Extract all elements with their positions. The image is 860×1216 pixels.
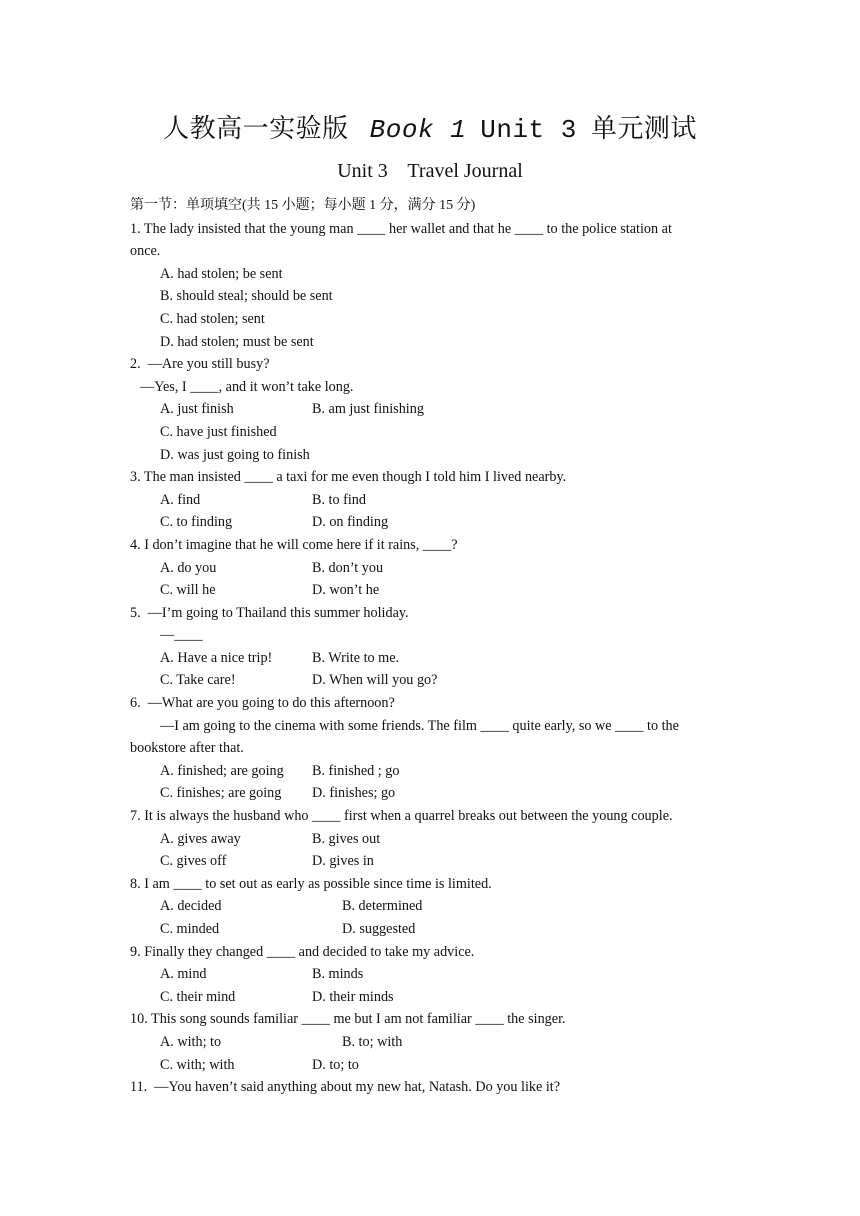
option-a: A. gives away bbox=[160, 830, 241, 847]
option-d: D. suggested bbox=[342, 921, 416, 937]
document-subtitle: Unit 3 Travel Journal bbox=[337, 160, 523, 182]
option-b: B. finished ; go bbox=[312, 762, 400, 779]
option-b: B. gives out bbox=[312, 830, 381, 847]
option-a: A. Have a nice trip! bbox=[160, 649, 273, 666]
question-stem: 5. —I’m going to Thailand this summer holiday. bbox=[130, 604, 409, 621]
option-row bbox=[130, 963, 733, 986]
option-d: D. had stolen; must be sent bbox=[160, 333, 314, 350]
document-body bbox=[130, 195, 733, 1099]
option-row bbox=[130, 918, 733, 941]
question-10 bbox=[130, 1008, 733, 1076]
option-d: D. to; to bbox=[312, 1056, 359, 1073]
option-c: C. with; with bbox=[160, 1056, 235, 1073]
option-d: D. on finding bbox=[312, 514, 389, 531]
question-5 bbox=[130, 602, 733, 692]
option-b: B. to; with bbox=[342, 1033, 403, 1050]
question-stem-continued: once. bbox=[130, 243, 161, 260]
option-d: D. was just going to finish bbox=[160, 446, 310, 463]
option-a: A. decided bbox=[160, 898, 222, 915]
option-row bbox=[130, 647, 733, 670]
title-unit: Unit 3 bbox=[480, 115, 577, 145]
option-c: C. minded bbox=[160, 921, 220, 937]
question-stem: 3. The man insisted ____ a taxi for me even though I told him I lived nearby. bbox=[130, 469, 567, 486]
option-b: B. Write to me. bbox=[312, 649, 400, 666]
option-a: A. just finish bbox=[160, 401, 234, 418]
option-row bbox=[130, 850, 733, 873]
option-row bbox=[130, 557, 733, 580]
option-c: C. Take care! bbox=[160, 672, 236, 689]
option-row bbox=[130, 782, 733, 805]
question-stem: 10. This song sounds familiar ____ me but I am not familiar ____ the singer. bbox=[130, 1011, 566, 1028]
option-row bbox=[130, 669, 733, 692]
question-stem: 8. I am ____ to set out as early as possible since time is limited. bbox=[130, 875, 492, 892]
question-1 bbox=[130, 218, 733, 354]
title-chinese-prefix: 人教高一实验版 bbox=[163, 114, 349, 144]
document-title bbox=[0, 108, 860, 145]
option-c: C. have just finished bbox=[160, 423, 277, 440]
section-title: 第一节：单项填空(共 15 小题；每小题 1 分，满分 15 分) bbox=[130, 198, 476, 213]
option-a: A. do you bbox=[160, 559, 217, 576]
option-b: B. don’t you bbox=[312, 559, 384, 576]
question-stem: 11. —You haven’t said anything about my new hat, Natash. Do you like it? bbox=[130, 1079, 561, 1096]
option-row bbox=[130, 511, 733, 534]
option-c: C. gives off bbox=[160, 853, 227, 870]
option-c: C. finishes; are going bbox=[160, 785, 282, 802]
option-a: A. find bbox=[160, 491, 201, 508]
question-stem: 7. It is always the husband who ____ first when a quarrel breaks out between the young couple. bbox=[130, 808, 673, 825]
option-row bbox=[130, 986, 733, 1009]
question-stem: 9. Finally they changed ____ and decided to take my advice. bbox=[130, 943, 475, 960]
option-row bbox=[130, 895, 733, 918]
option-b: B. am just finishing bbox=[312, 401, 424, 418]
option-b: B. determined bbox=[342, 898, 423, 915]
question-stem: 6. —What are you going to do this afternoon? bbox=[130, 695, 395, 712]
question-9 bbox=[130, 941, 733, 1009]
option-d: D. their minds bbox=[312, 988, 394, 1005]
option-d: D. When will you go? bbox=[312, 672, 438, 689]
option-c: C. their mind bbox=[160, 988, 236, 1005]
option-a: A. with; to bbox=[160, 1033, 222, 1050]
question-stem: 2. —Are you still busy? bbox=[130, 356, 270, 373]
option-d: D. won’t he bbox=[312, 582, 380, 599]
dialogue-line-continued: bookstore after that. bbox=[130, 740, 244, 757]
question-11 bbox=[130, 1076, 733, 1099]
option-b: B. minds bbox=[312, 966, 364, 983]
title-book: Book 1 bbox=[369, 115, 467, 145]
option-row bbox=[130, 1031, 733, 1054]
option-d: D. gives in bbox=[312, 853, 374, 870]
question-stem: 4. I don’t imagine that he will come here if it rains, ____? bbox=[130, 536, 458, 553]
question-7 bbox=[130, 805, 733, 873]
dialogue-line: —____ bbox=[160, 627, 203, 644]
title-chinese-suffix: 单元测试 bbox=[590, 114, 697, 144]
option-row bbox=[130, 1054, 733, 1077]
option-c: C. had stolen; sent bbox=[160, 310, 265, 327]
option-c: C. to finding bbox=[160, 514, 233, 531]
question-3 bbox=[130, 466, 733, 534]
option-row bbox=[130, 760, 733, 783]
option-a: A. had stolen; be sent bbox=[160, 265, 283, 282]
option-row bbox=[130, 828, 733, 851]
option-row bbox=[130, 398, 733, 421]
option-c: C. will he bbox=[160, 582, 216, 599]
option-a: A. finished; are going bbox=[160, 762, 284, 779]
question-stem: 1. The lady insisted that the young man ____ her wallet and that he ____ to the police station at bbox=[130, 220, 672, 237]
option-row bbox=[130, 579, 733, 602]
question-6 bbox=[130, 692, 733, 805]
option-b: B. should steal; should be sent bbox=[160, 288, 333, 305]
dialogue-line: —Yes, I ____, and it won’t take long. bbox=[140, 378, 354, 395]
option-d: D. finishes; go bbox=[312, 785, 396, 802]
option-b: B. to find bbox=[312, 491, 366, 508]
option-a: A. mind bbox=[160, 966, 207, 983]
question-8 bbox=[130, 873, 733, 941]
question-4 bbox=[130, 534, 733, 602]
option-row bbox=[130, 489, 733, 512]
question-2 bbox=[130, 353, 733, 466]
dialogue-line: —I am going to the cinema with some friends. The film ____ quite early, so we ____ to the bbox=[160, 717, 679, 734]
